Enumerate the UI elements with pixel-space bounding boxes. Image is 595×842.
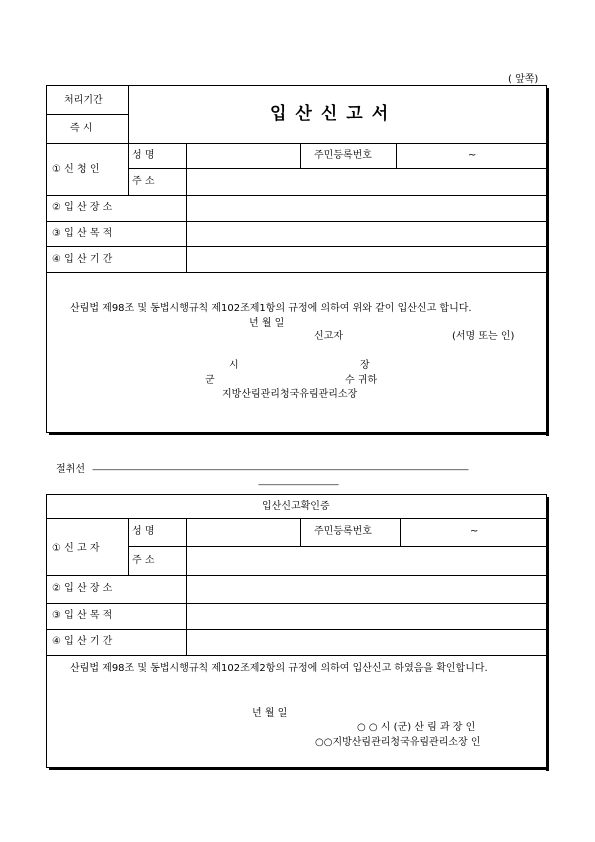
resident-number-field[interactable]: ~	[468, 150, 477, 161]
address-field[interactable]	[190, 171, 544, 193]
entry-period-field-2[interactable]	[190, 632, 544, 653]
date-line: 년 월 일	[249, 318, 285, 329]
entry-purpose-label-2: ③ 입 산 목 적	[52, 610, 113, 621]
entry-period-field[interactable]	[190, 249, 544, 270]
entry-place-field-2[interactable]	[190, 578, 544, 601]
name-field-2[interactable]	[190, 521, 298, 543]
entry-purpose-field-2[interactable]	[190, 606, 544, 627]
resident-number-label-2: 주민등록번호	[314, 526, 372, 537]
addressee-county: 군	[205, 375, 215, 386]
confirmation-text: 산림법 제98조 및 동법시행규칙 제102조제2항의 규정에 의하여 입산신고 하였음을 확인합니다.	[70, 663, 488, 674]
name-field[interactable]	[190, 146, 298, 166]
addressee-office: 지방산림관리청국유림관리소장	[222, 389, 358, 400]
entry-place-label: ② 입 산 장 소	[52, 202, 113, 213]
cut-line-dashes-continued: ——————————	[258, 480, 338, 490]
form-title: 입산신고서	[270, 104, 398, 124]
signature-label: (서명 또는 인)	[452, 331, 515, 342]
entry-place-field[interactable]	[190, 198, 544, 219]
name-label-2: 성 명	[132, 526, 155, 537]
date-line-2: 년 월 일	[252, 708, 288, 719]
reporter-label: 신고자	[314, 331, 343, 342]
resident-number-field-2[interactable]: ~	[470, 526, 479, 537]
confirmation-title: 입산신고확인증	[262, 501, 330, 512]
signer-forestry-division: ○ ○ 시 (군) 산 림 과 장 인	[357, 722, 476, 733]
cut-line-label: 절취선	[56, 464, 85, 475]
signer-national-forest-office: ○○지방산림관리청국유림관리소장 인	[315, 737, 481, 748]
entry-period-label-2: ④ 입 산 기 간	[52, 636, 113, 647]
name-label: 성 명	[132, 150, 155, 161]
addressee-governor: 수 귀하	[345, 375, 378, 386]
address-field-2[interactable]	[190, 549, 544, 573]
processing-period-label: 처리기간	[64, 95, 103, 106]
entry-purpose-label: ③ 입 산 목 적	[52, 228, 113, 239]
declaration-text: 산림법 제98조 및 동법시행규칙 제102조제1항의 규정에 의하여 위와 같이 입산신고 합니다.	[70, 303, 472, 314]
entry-period-label: ④ 입 산 기 간	[52, 254, 113, 265]
cut-line-dashes: ———————————————————————————————————————————————	[92, 465, 468, 475]
entry-place-label-2: ② 입 산 장 소	[52, 583, 113, 594]
page-side-label: ( 앞쪽)	[508, 74, 539, 85]
processing-period-value: 즉 시	[70, 123, 93, 134]
resident-number-label: 주민등록번호	[314, 150, 372, 161]
reporter-section-label: ① 신 고 자	[52, 543, 100, 554]
entry-purpose-field[interactable]	[190, 224, 544, 244]
address-label: 주 소	[132, 176, 155, 187]
address-label-2: 주 소	[132, 555, 155, 566]
addressee-mayor: 장	[360, 360, 370, 371]
addressee-city: 시	[229, 360, 239, 371]
applicant-label: ① 신 청 인	[52, 164, 100, 175]
